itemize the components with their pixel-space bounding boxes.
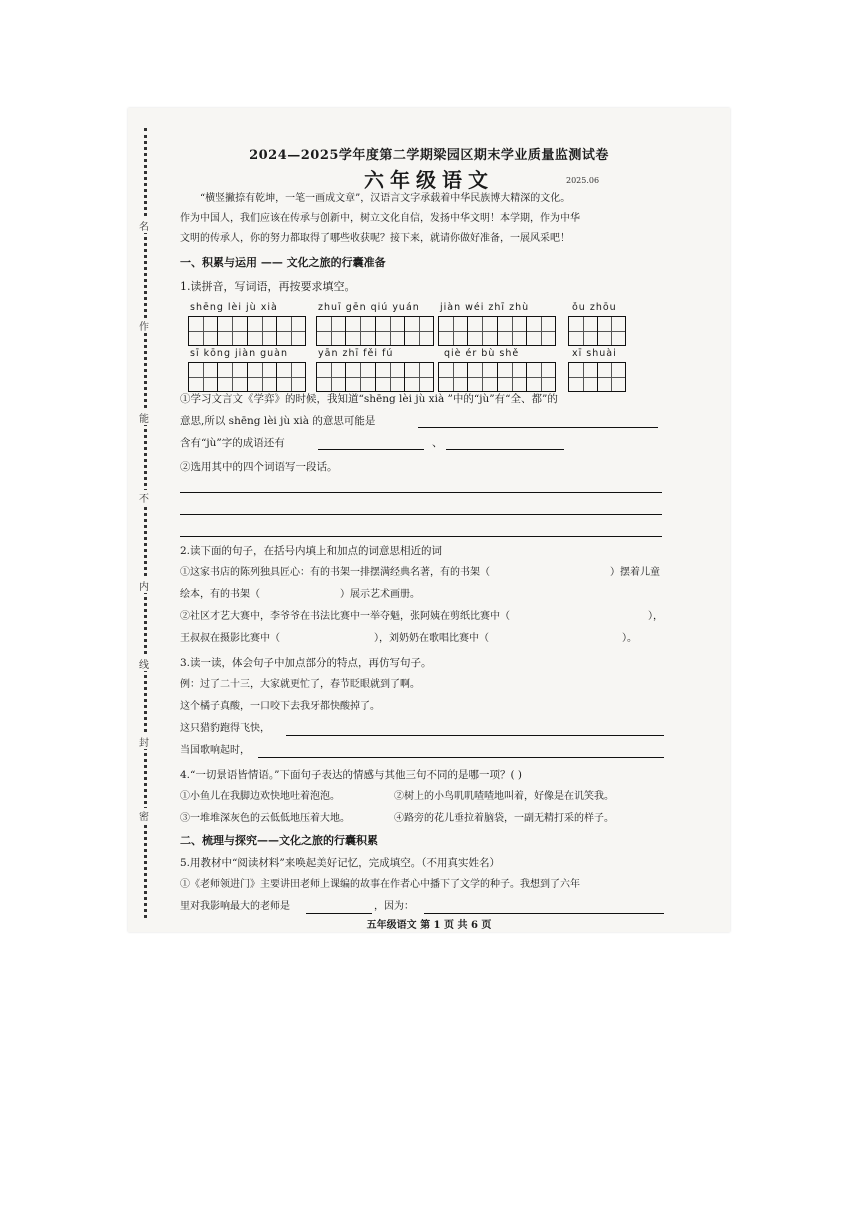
pinyin-label: ǒu zhōu [572, 302, 617, 313]
separator: 、 [432, 436, 443, 449]
dotted-seal-line [144, 128, 147, 918]
exam-sheet [128, 108, 730, 932]
q5-prompt: 5.用教材中“阅读材料”来唤起美好记忆，完成填空。（不用真实姓名） [180, 857, 501, 869]
answer-grid[interactable] [316, 316, 434, 346]
subject-title: 六年级语文 [364, 168, 494, 192]
q2-text: ）。 [622, 633, 637, 644]
q3-example: 这个橘子真酸，一口咬下去我牙都快酸掉了。 [180, 701, 380, 712]
answer-grid[interactable] [316, 362, 434, 392]
answer-grid[interactable] [568, 316, 626, 346]
answer-blank[interactable] [446, 449, 564, 450]
q2-text: ），刘奶奶在歌唱比赛中（ [374, 633, 489, 644]
q4-option: ③一堆堆深灰色的云低低地压着大地。 [180, 813, 350, 824]
page-footer: 五年级语文 第 1 页 共 6 页 [366, 920, 492, 931]
writing-line[interactable] [180, 514, 662, 515]
writing-line[interactable] [180, 536, 662, 537]
section2-heading: 二、梳理与探究——文化之旅的行囊积累 [180, 834, 378, 847]
pinyin-label: zhuī gēn qiú yuán [318, 302, 420, 313]
q4-option: ①小鱼儿在我脚边欢快地吐着泡泡。 [180, 791, 340, 802]
pinyin-label: shēng lèi jù xià [190, 302, 278, 313]
q1-prompt: 1.读拼音，写词语，再按要求填空。 [180, 280, 356, 293]
binding-char: 封 [136, 734, 152, 749]
q2-text: 王叔叔在摄影比赛中（ [180, 633, 280, 644]
exam-title: 2024—2025学年度第二学期梁园区期末学业质量监测试卷 [249, 148, 609, 163]
binding-char: 内 [136, 578, 152, 593]
intro-line: 文明的传承人，你的努力都取得了哪些收获呢？接下来，就请你做好准备，一展风采吧！ [180, 233, 570, 244]
q2-prompt: 2.读下面的句子，在括号内填上和加点的词意思相近的词 [180, 545, 443, 557]
q2-text: ②社区才艺大赛中，李爷爷在书法比赛中一举夺魁，张阿姨在剪纸比赛中（ [180, 611, 510, 622]
q2-text: ）， [648, 611, 663, 622]
binding-char: 名 [136, 218, 152, 233]
q3-prompt: 3.读一读，体会句子中加点部分的特点，再仿写句子。 [180, 657, 432, 669]
writing-line[interactable] [180, 492, 662, 493]
q5-text: 里对我影响最大的老师是 [180, 901, 290, 912]
answer-grid[interactable] [438, 316, 556, 346]
binding-margin [128, 128, 158, 918]
q2-text: 绘本，有的书架（ [180, 589, 260, 600]
q1-sub2-text: ②选用其中的四个词语写一段话。 [180, 461, 338, 473]
q5-text: ①《老师领进门》主要讲田老师上课编的故事在作者心中播下了文学的种子。我想到了六年 [180, 879, 580, 890]
pinyin-label: jiàn wéi zhī zhù [440, 302, 530, 313]
answer-grid[interactable] [188, 362, 306, 392]
q1-sub1-text: ①学习文言文《学弈》的时候，我知道“shēng lèi jù xià ”中的“jù”有“全、都”的 [180, 393, 558, 405]
answer-blank[interactable] [318, 449, 424, 450]
exam-date: 2025.06 [566, 176, 600, 185]
answer-grid[interactable] [438, 362, 556, 392]
q1-sub1-text: 意思,所以 shēng lèi jù xià 的意思可能是 [180, 415, 376, 427]
answer-blank[interactable] [418, 427, 658, 428]
answer-blank[interactable] [286, 735, 664, 736]
pinyin-label: qiè ér bù shě [444, 348, 520, 359]
answer-grid[interactable] [568, 362, 626, 392]
q4-option: ②树上的小鸟叽叽喳喳地叫着，好像是在讥笑我。 [394, 791, 614, 802]
q4-prompt: 4.“一切景语皆情语。”下面句子表达的情感与其他三句不同的是哪一项？( ) [180, 769, 523, 781]
intro-line: 作为中国人，我们应该在传承与创新中，树立文化自信，发扬中华文明！本学期，作为中华 [180, 213, 580, 224]
answer-blank[interactable] [258, 757, 664, 758]
q2-text: ）摆着儿童 [610, 567, 660, 578]
answer-grid[interactable] [188, 316, 306, 346]
binding-char: 线 [136, 656, 152, 671]
q1-sub1-text: 含有“jù”字的成语还有 [180, 437, 285, 449]
q3-stem: 当国歌响起时， [180, 745, 250, 756]
section1-heading: 一、积累与运用 —— 文化之旅的行囊准备 [180, 256, 386, 269]
answer-blank[interactable] [424, 913, 664, 914]
binding-char: 作 [136, 318, 152, 333]
q4-option: ④路旁的花儿垂拉着脑袋，一副无精打采的样子。 [394, 813, 614, 824]
pinyin-label: sī kōng jiàn guàn [190, 348, 289, 359]
q2-text: ①这家书店的陈列独具匠心：有的书架一排摆满经典名著，有的书架（ [180, 567, 490, 578]
binding-char: 不 [136, 490, 152, 505]
intro-line: “横竖撇捺有乾坤，一笔一画成文章”，汉语言文字承载着中华民族博大精深的文化。 [200, 193, 571, 204]
pinyin-label: xī shuài [572, 348, 617, 359]
binding-char: 能 [136, 410, 152, 425]
q3-stem: 这只猎豹跑得飞快， [180, 723, 270, 734]
answer-blank[interactable] [306, 913, 372, 914]
pinyin-label: yān zhī fěi fú [318, 348, 394, 359]
q5-text: ，因为： [374, 901, 414, 912]
binding-char: 密 [136, 808, 152, 823]
q3-example: 例：过了二十三，大家就更忙了，春节眨眼就到了啊。 [180, 679, 420, 690]
q2-text: ）展示艺术画册。 [340, 589, 420, 600]
